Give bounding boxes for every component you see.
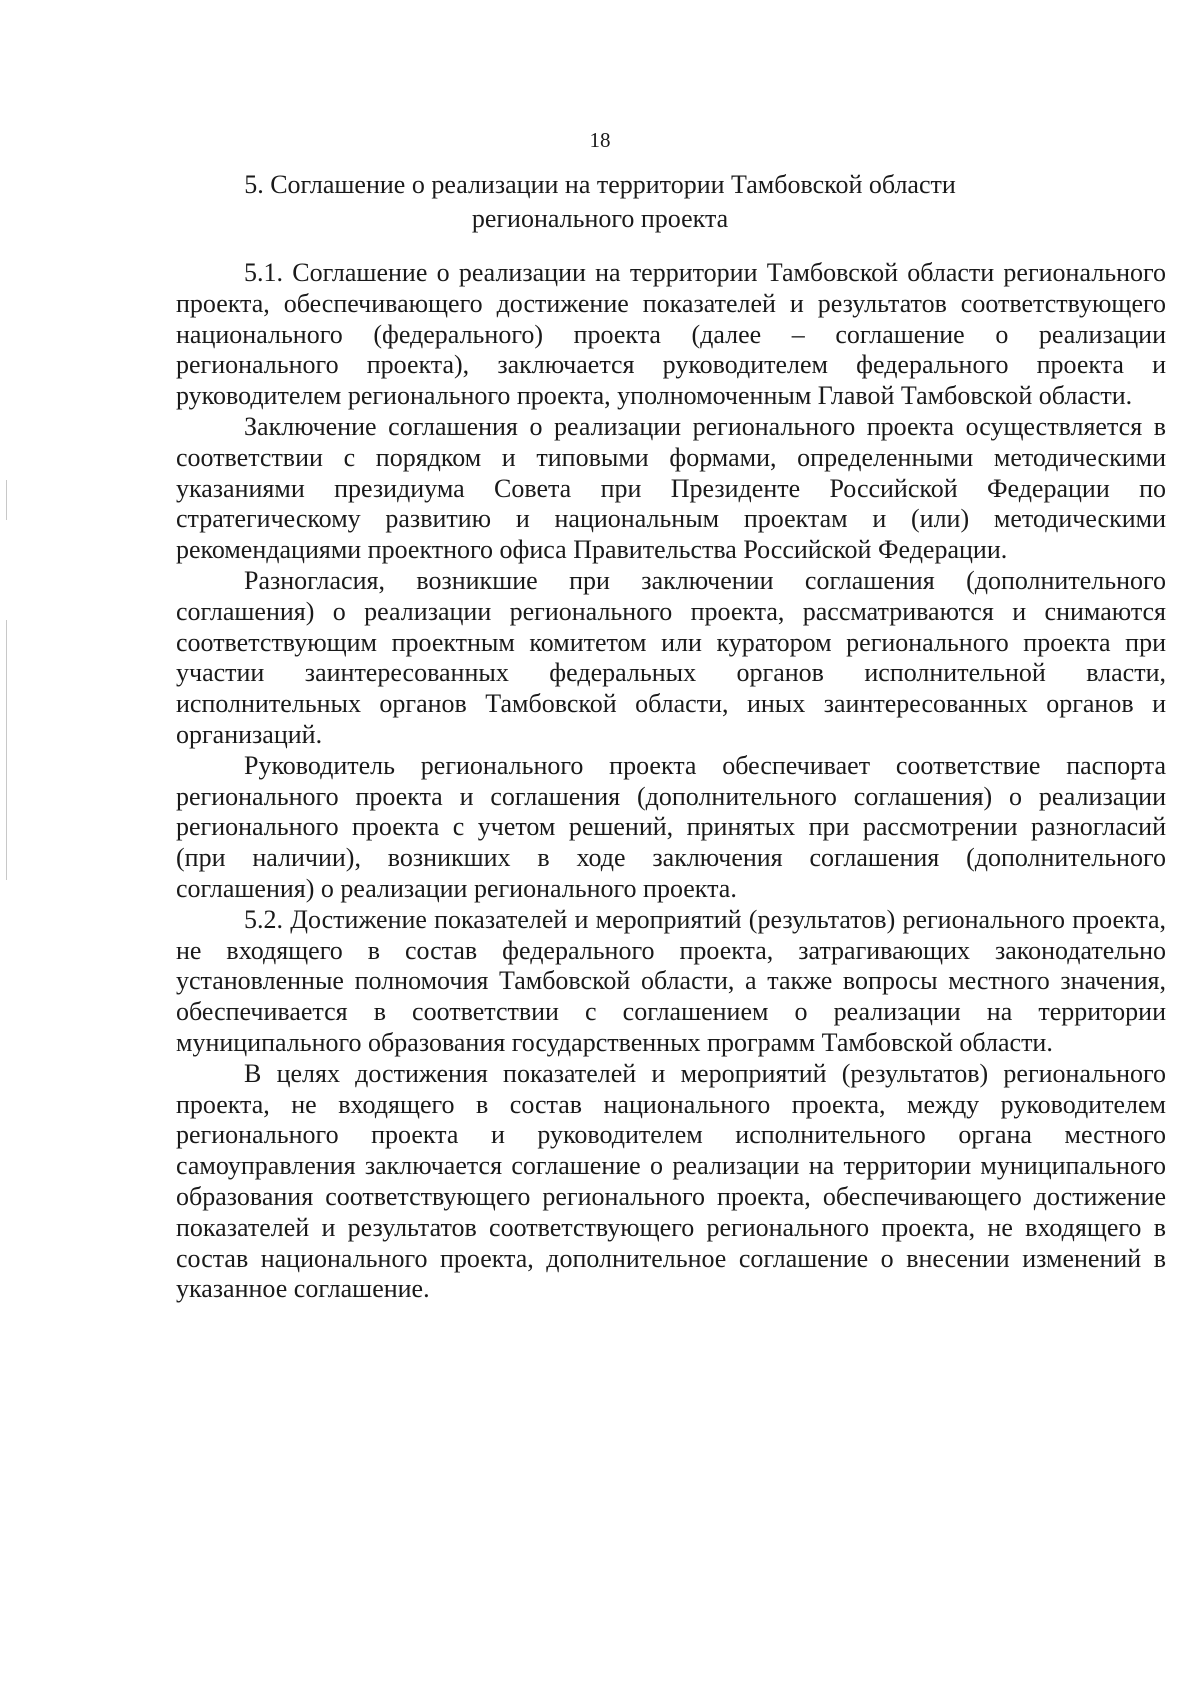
scan-edge-mark bbox=[6, 480, 7, 520]
paragraph-agreement-conclusion: Заключение соглашения о реализации регионального проекта осуществляется в соответствии с порядком и типовыми формами, определенными методическими указаниями президиума Совета при Президенте Российской Федерации по стратегическому развитию и национальным проектам и (или) методическими рекомендациями проектного офиса Правительства Российской Федерации. bbox=[176, 411, 1166, 565]
paragraph-5-1: 5.1. Соглашение о реализации на территории Тамбовской области регионального проекта, обеспечивающего достижение показателей и результатов соответствующего национального (федерального) проекта (далее – соглашение о реализации регионального проекта), заключается руководителем федерального проекта и руководителем регионального проекта, уполномоченным Главой Тамбовской области. bbox=[176, 258, 1166, 411]
paragraph-project-head-duties: Руководитель регионального проекта обеспечивает соответствие паспорта регионального проекта и соглашения (дополнительного соглашения) о реализации регионального проекта с учетом решений, принятых при рассмотрении разногласий (при наличии), возникших в ходе заключения соглашения (дополнительного соглашения) о реализации регионального проекта. bbox=[176, 750, 1166, 903]
page-number: 18 bbox=[589, 128, 611, 152]
document-body bbox=[176, 258, 1166, 1305]
paragraph-5-2: 5.2. Достижение показателей и мероприятий (результатов) регионального проекта, не входящего в состав федерального проекта, затрагивающих законодательно установленные полномочия Тамбовской области, а также вопросы местного значения, обеспечивается в соответствии с соглашением о реализации на территории муниципального образования государственных программ Тамбовской области. bbox=[176, 904, 1166, 1057]
section-title: 5. Соглашение о реализации на территории Тамбовской области регионального проекта bbox=[244, 170, 956, 233]
paragraph-municipal-agreement: В целях достижения показателей и мероприятий (результатов) регионального проекта, не входящего в состав национального проекта, между руководителем регионального проекта и руководителем исполнительного органа местного самоуправления заключается соглашение о реализации на территории муниципального образования соответствующего регионального проекта, обеспечивающего достижение показателей и результатов соответствующего регионального проекта, не входящего в состав национального проекта, дополнительное соглашение о внесении изменений в указанное соглашение. bbox=[176, 1058, 1166, 1304]
scan-edge-mark bbox=[6, 620, 7, 880]
paragraph-disagreements: Разногласия, возникшие при заключении соглашения (дополнительного соглашения) о реализации регионального проекта, рассматриваются и снимаются соответствующим проектным комитетом или куратором регионального проекта при участии заинтересованных федеральных органов исполнительной власти, исполнительных органов Тамбовской области, иных заинтересованных органов и организаций. bbox=[176, 565, 1166, 749]
